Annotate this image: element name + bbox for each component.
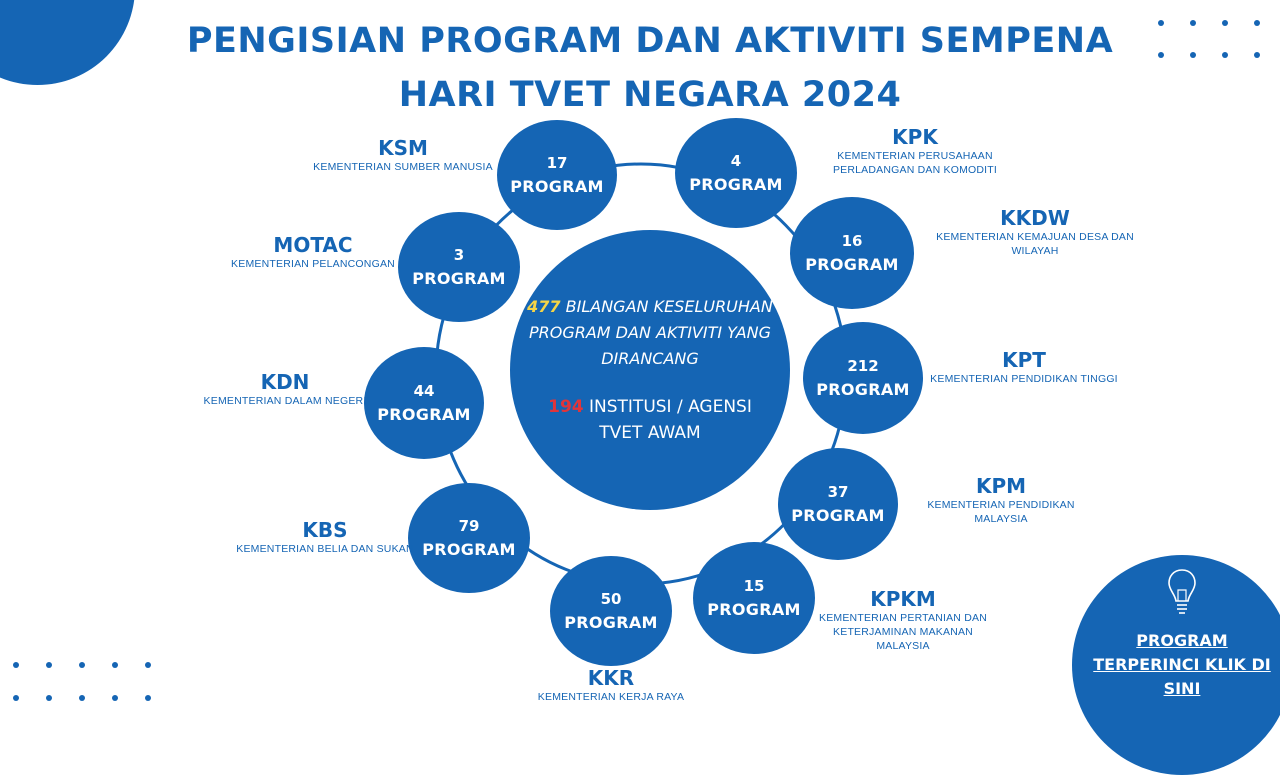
program-circle-kbs bbox=[408, 483, 530, 593]
ministry-label-kpkm bbox=[806, 587, 1000, 653]
program-circle-kpkm bbox=[693, 542, 815, 654]
program-label: PROGRAM bbox=[510, 177, 604, 196]
program-count: 50 bbox=[600, 590, 622, 608]
ministry-label-kbs bbox=[232, 518, 418, 556]
program-circle-kkdw bbox=[790, 197, 914, 309]
program-label: PROGRAM bbox=[422, 540, 516, 559]
program-circle-ksm bbox=[497, 120, 617, 230]
program-circle-kpm bbox=[778, 448, 898, 560]
ministry-abbr: KPKM bbox=[870, 587, 936, 611]
ministry-full-name: KEMENTERIAN BELIA DAN SUKAN bbox=[236, 543, 414, 555]
title-line-1: PENGISIAN PROGRAM DAN AKTIVITI SEMPENA bbox=[186, 21, 1114, 61]
ministry-abbr: KPT bbox=[1002, 348, 1046, 372]
program-circle-kkr bbox=[550, 556, 672, 666]
ministry-full-name: KEMENTERIAN SUMBER MANUSIA bbox=[313, 161, 493, 173]
ministry-full-name: KEMENTERIAN PERUSAHAAN PERLADANGAN DAN KOMODITI bbox=[832, 150, 998, 176]
program-count: 17 bbox=[546, 154, 568, 172]
ministry-full-name: KEMENTERIAN PENDIDIKAN TINGGI bbox=[930, 373, 1118, 385]
program-count: 4 bbox=[730, 152, 742, 170]
total-programs-label: BILANGAN KESELURUHAN PROGRAM DAN AKTIVITI YANG DIRANCANG bbox=[528, 297, 773, 368]
program-label: PROGRAM bbox=[412, 269, 506, 288]
ministry-label-kkr bbox=[531, 666, 691, 704]
ministry-full-name: KEMENTERIAN PENDIDIKAN MALAYSIA bbox=[927, 499, 1075, 525]
program-count: 15 bbox=[743, 577, 765, 595]
ministry-abbr: KPK bbox=[892, 125, 938, 149]
lightbulb-icon bbox=[1167, 568, 1197, 616]
program-circle-kpk bbox=[675, 118, 797, 228]
program-circle-kdn bbox=[364, 347, 484, 459]
ministry-abbr: KKDW bbox=[1000, 206, 1070, 230]
detailed-program-link-label[interactable]: PROGRAM TERPERINCI KLIK DI SINI bbox=[1093, 631, 1271, 698]
ministry-label-motac bbox=[228, 233, 398, 271]
ministry-label-kdn bbox=[200, 370, 370, 408]
ministry-full-name: KEMENTERIAN PERTANIAN DAN KETERJAMINAN MAKANAN MALAYSIA bbox=[819, 612, 987, 652]
ministry-abbr: KKR bbox=[587, 666, 635, 690]
ministry-abbr: KPM bbox=[975, 474, 1027, 498]
program-count: 3 bbox=[453, 246, 465, 264]
program-label: PROGRAM bbox=[564, 613, 658, 632]
ministry-label-kkdw bbox=[912, 206, 1158, 258]
ministry-abbr: MOTAC bbox=[273, 233, 353, 257]
ministry-abbr: KDN bbox=[260, 370, 310, 394]
program-count: 37 bbox=[827, 483, 849, 501]
total-programs-count: 477 bbox=[527, 297, 561, 316]
ministry-full-name: KEMENTERIAN KEMAJUAN DESA DAN WILAYAH bbox=[936, 231, 1134, 257]
title-line-2: HARI TVET NEGARA 2024 bbox=[398, 75, 902, 115]
program-count: 16 bbox=[841, 232, 863, 250]
ministry-full-name: KEMENTERIAN PELANCONGAN bbox=[231, 258, 395, 270]
ministry-full-name: KEMENTERIAN DALAM NEGERI bbox=[203, 395, 367, 407]
ministry-label-kpk bbox=[800, 125, 1030, 177]
ministry-label-kpt bbox=[926, 348, 1122, 386]
program-count: 212 bbox=[847, 357, 879, 375]
institutions-label: INSTITUSI / AGENSI TVET AWAM bbox=[583, 397, 752, 443]
ministry-label-kpm bbox=[900, 474, 1102, 526]
program-label: PROGRAM bbox=[377, 405, 471, 424]
institutions-text bbox=[530, 394, 770, 446]
program-label: PROGRAM bbox=[816, 380, 910, 399]
ministry-full-name: KEMENTERIAN KERJA RAYA bbox=[537, 691, 685, 703]
institutions-count: 194 bbox=[548, 397, 584, 417]
program-label: PROGRAM bbox=[805, 255, 899, 274]
summary-circle bbox=[510, 230, 790, 510]
program-label: PROGRAM bbox=[791, 506, 885, 525]
program-count: 44 bbox=[413, 382, 435, 400]
total-programs-text bbox=[525, 294, 775, 372]
program-circle-motac bbox=[398, 212, 520, 322]
ministry-label-ksm bbox=[300, 136, 506, 174]
program-label: PROGRAM bbox=[707, 600, 801, 619]
ministry-abbr: KSM bbox=[378, 136, 428, 160]
detailed-program-link[interactable] bbox=[1072, 555, 1280, 775]
ministry-abbr: KBS bbox=[302, 518, 348, 542]
program-count: 79 bbox=[458, 517, 480, 535]
program-circle-kpt bbox=[803, 322, 923, 434]
program-label: PROGRAM bbox=[689, 175, 783, 194]
